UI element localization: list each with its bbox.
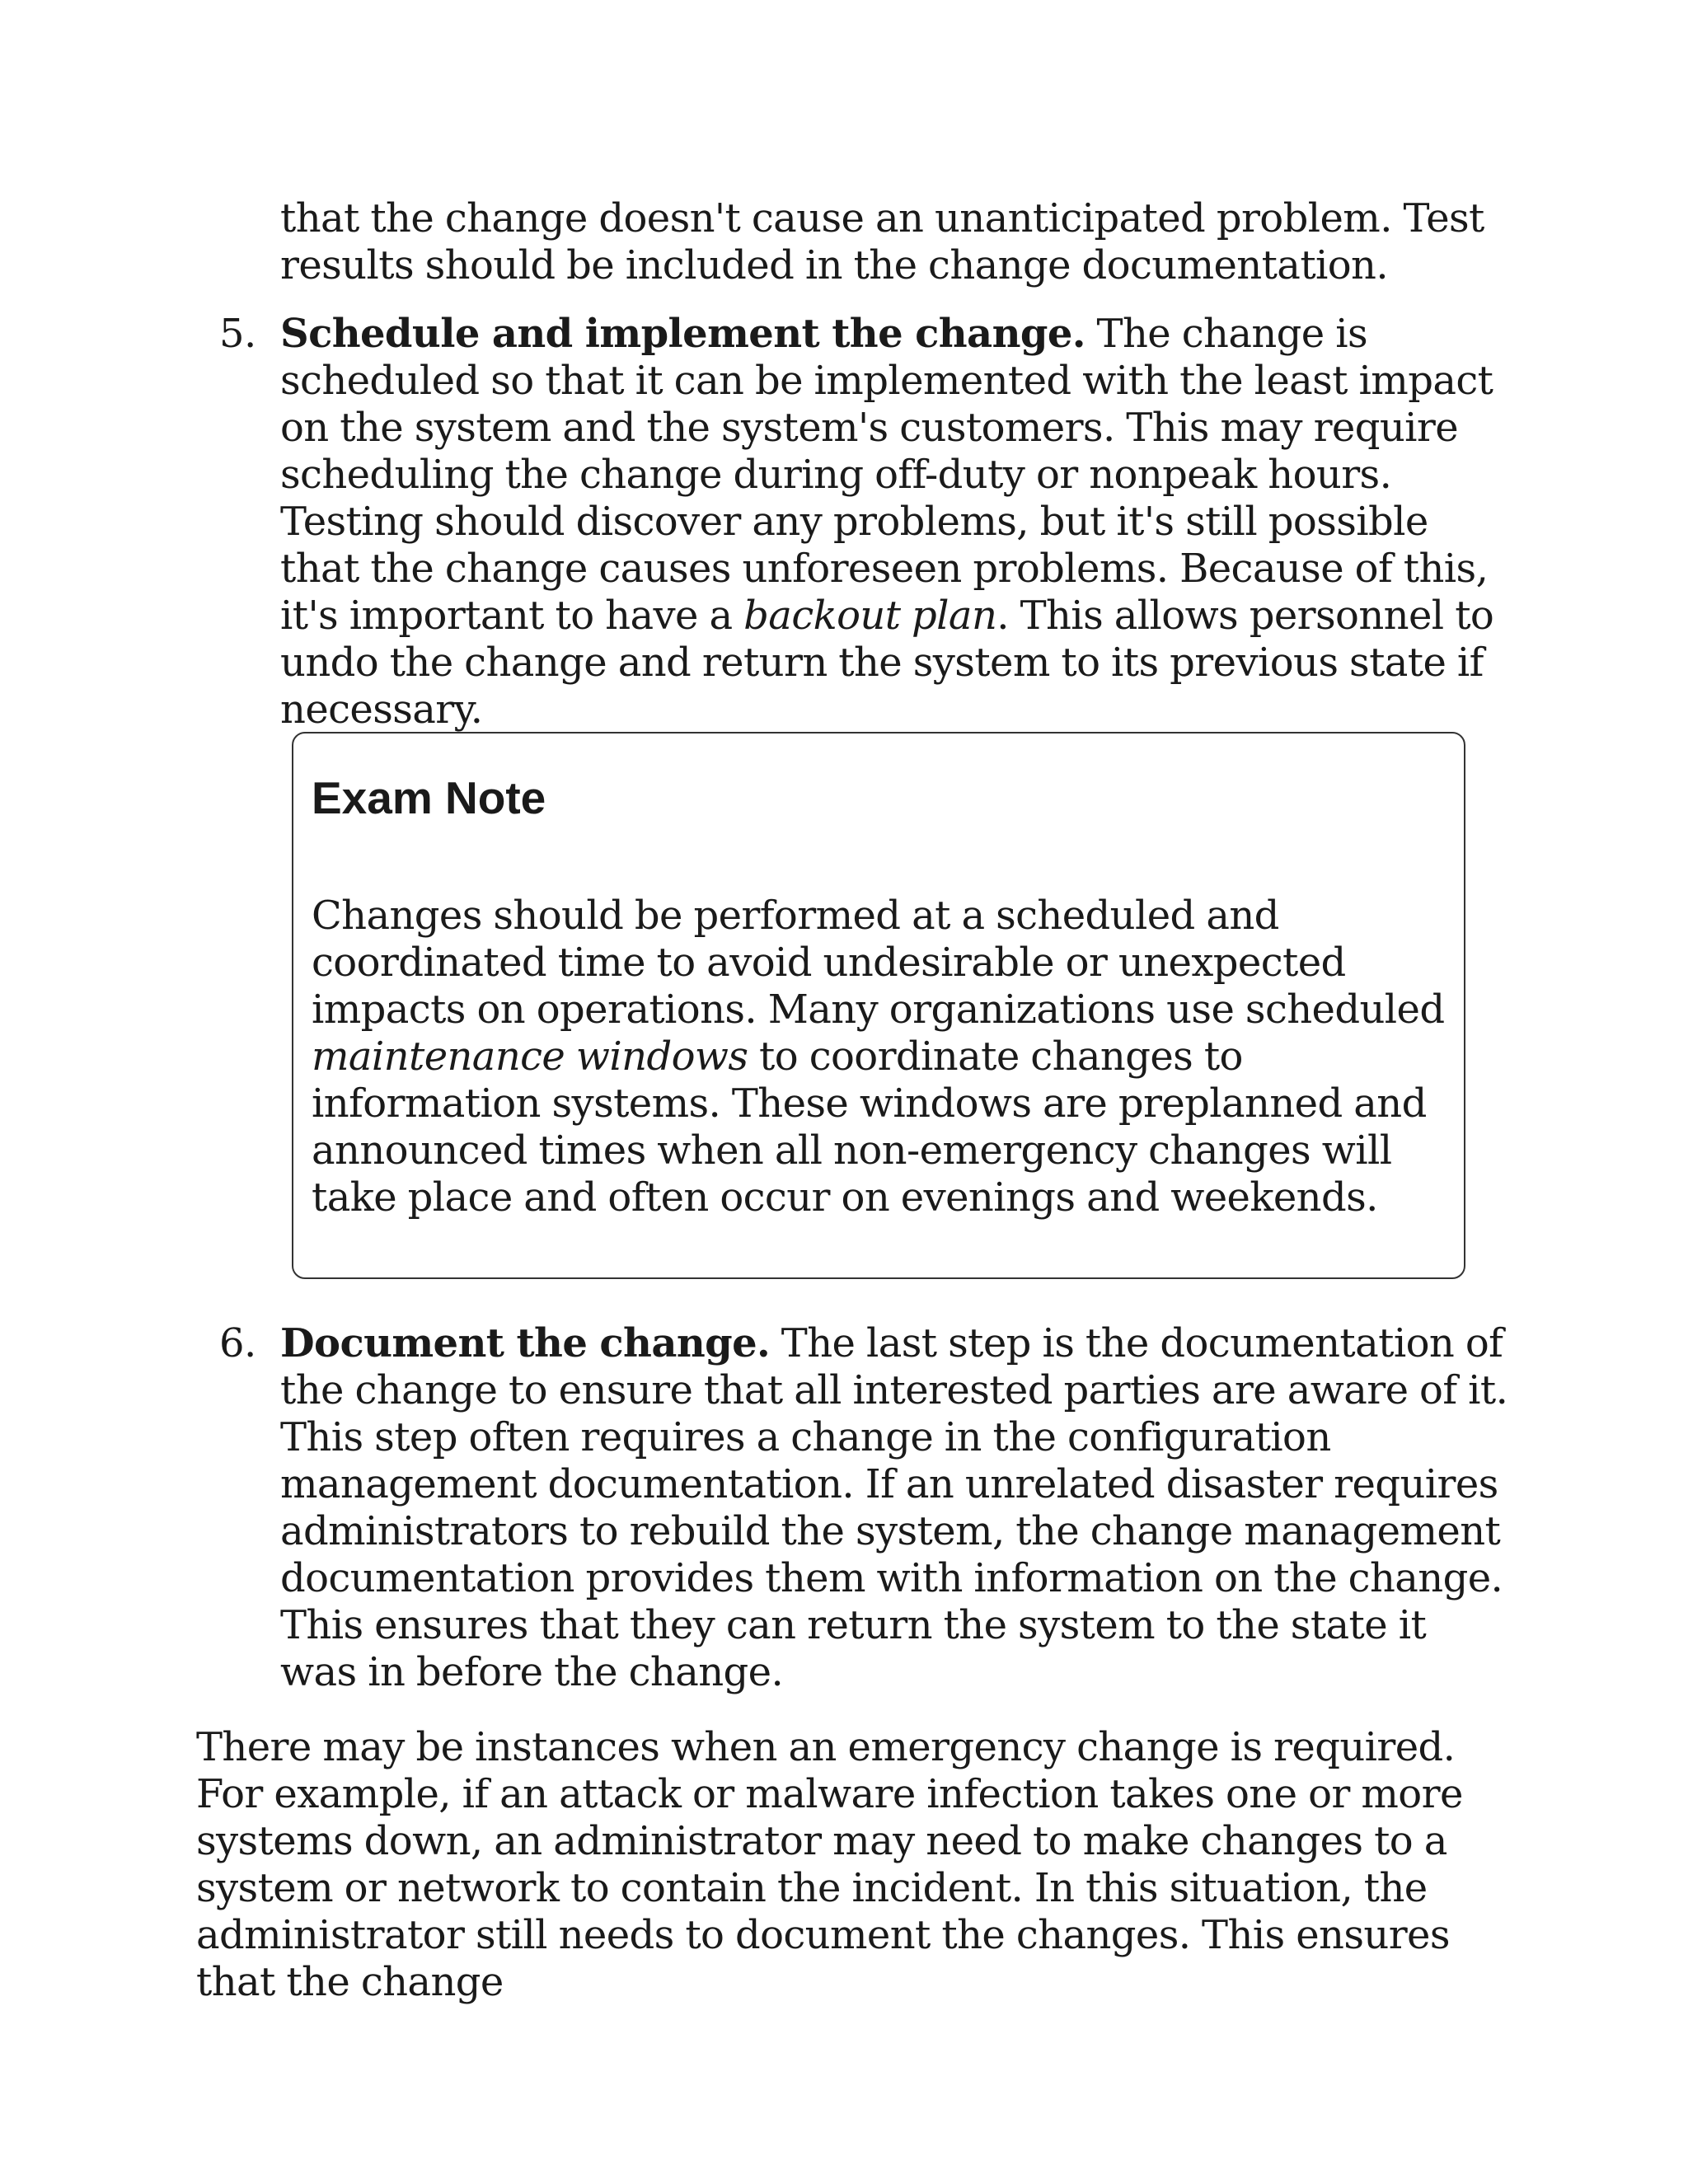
exam-note-body: [312, 893, 1457, 1221]
list-number: 5.: [219, 311, 256, 357]
continuation-paragraph: that the change doesn't cause an unanticipated problem. Test results should be included in the change documentation.: [280, 195, 1484, 288]
list-item-body: [280, 1320, 1508, 1696]
exam-note-box: [292, 732, 1465, 1279]
step-title: Document the change.: [280, 1320, 771, 1366]
step-text: . This allows personnel to undo the change and return the system to its previous state if necessary.: [280, 593, 1494, 733]
exam-note-emphasis: maintenance windows: [312, 1033, 748, 1080]
step-emphasis: backout plan: [743, 593, 997, 639]
list-number: 6.: [219, 1320, 256, 1366]
list-item-body: [280, 311, 1508, 733]
closing-paragraph: There may be instances when an emergency change is required. For example, if an attack or malware infection takes one or more systems down, an administrator may need to make changes to a system or network to contain the incident. In this situation, the administrator still needs to document the changes. This ensures that the change: [196, 1724, 1463, 2005]
step-text: The change is scheduled so that it can be implemented with the least impact on the system and the system's customers. This may require scheduling the change during off-duty or nonpeak hours. Testing should discover any problems, but it's still possible that the change causes unforeseen problems. Because of this, it's important to have a: [280, 311, 1493, 639]
exam-note-text: to coordinate changes to information systems. These windows are preplanned and announced times when all non-emergency changes will take place and often occur on evenings and weekends.: [312, 1033, 1427, 1221]
exam-note-title: Exam Note: [312, 772, 546, 823]
step-text: The last step is the documentation of the change to ensure that all interested parties are aware of it. This step often requires a change in the configuration management documentation. If an unrelated disaster requires administrators to rebuild the system, the change management documentation provides them with information on the change. This ensures that they can return the system to the state it was in before the change.: [280, 1320, 1508, 1695]
exam-note-text: Changes should be performed at a scheduled and coordinated time to avoid undesirable or unexpected impacts on operations. Many organizations use scheduled: [312, 893, 1445, 1033]
step-title: Schedule and implement the change.: [280, 311, 1085, 357]
